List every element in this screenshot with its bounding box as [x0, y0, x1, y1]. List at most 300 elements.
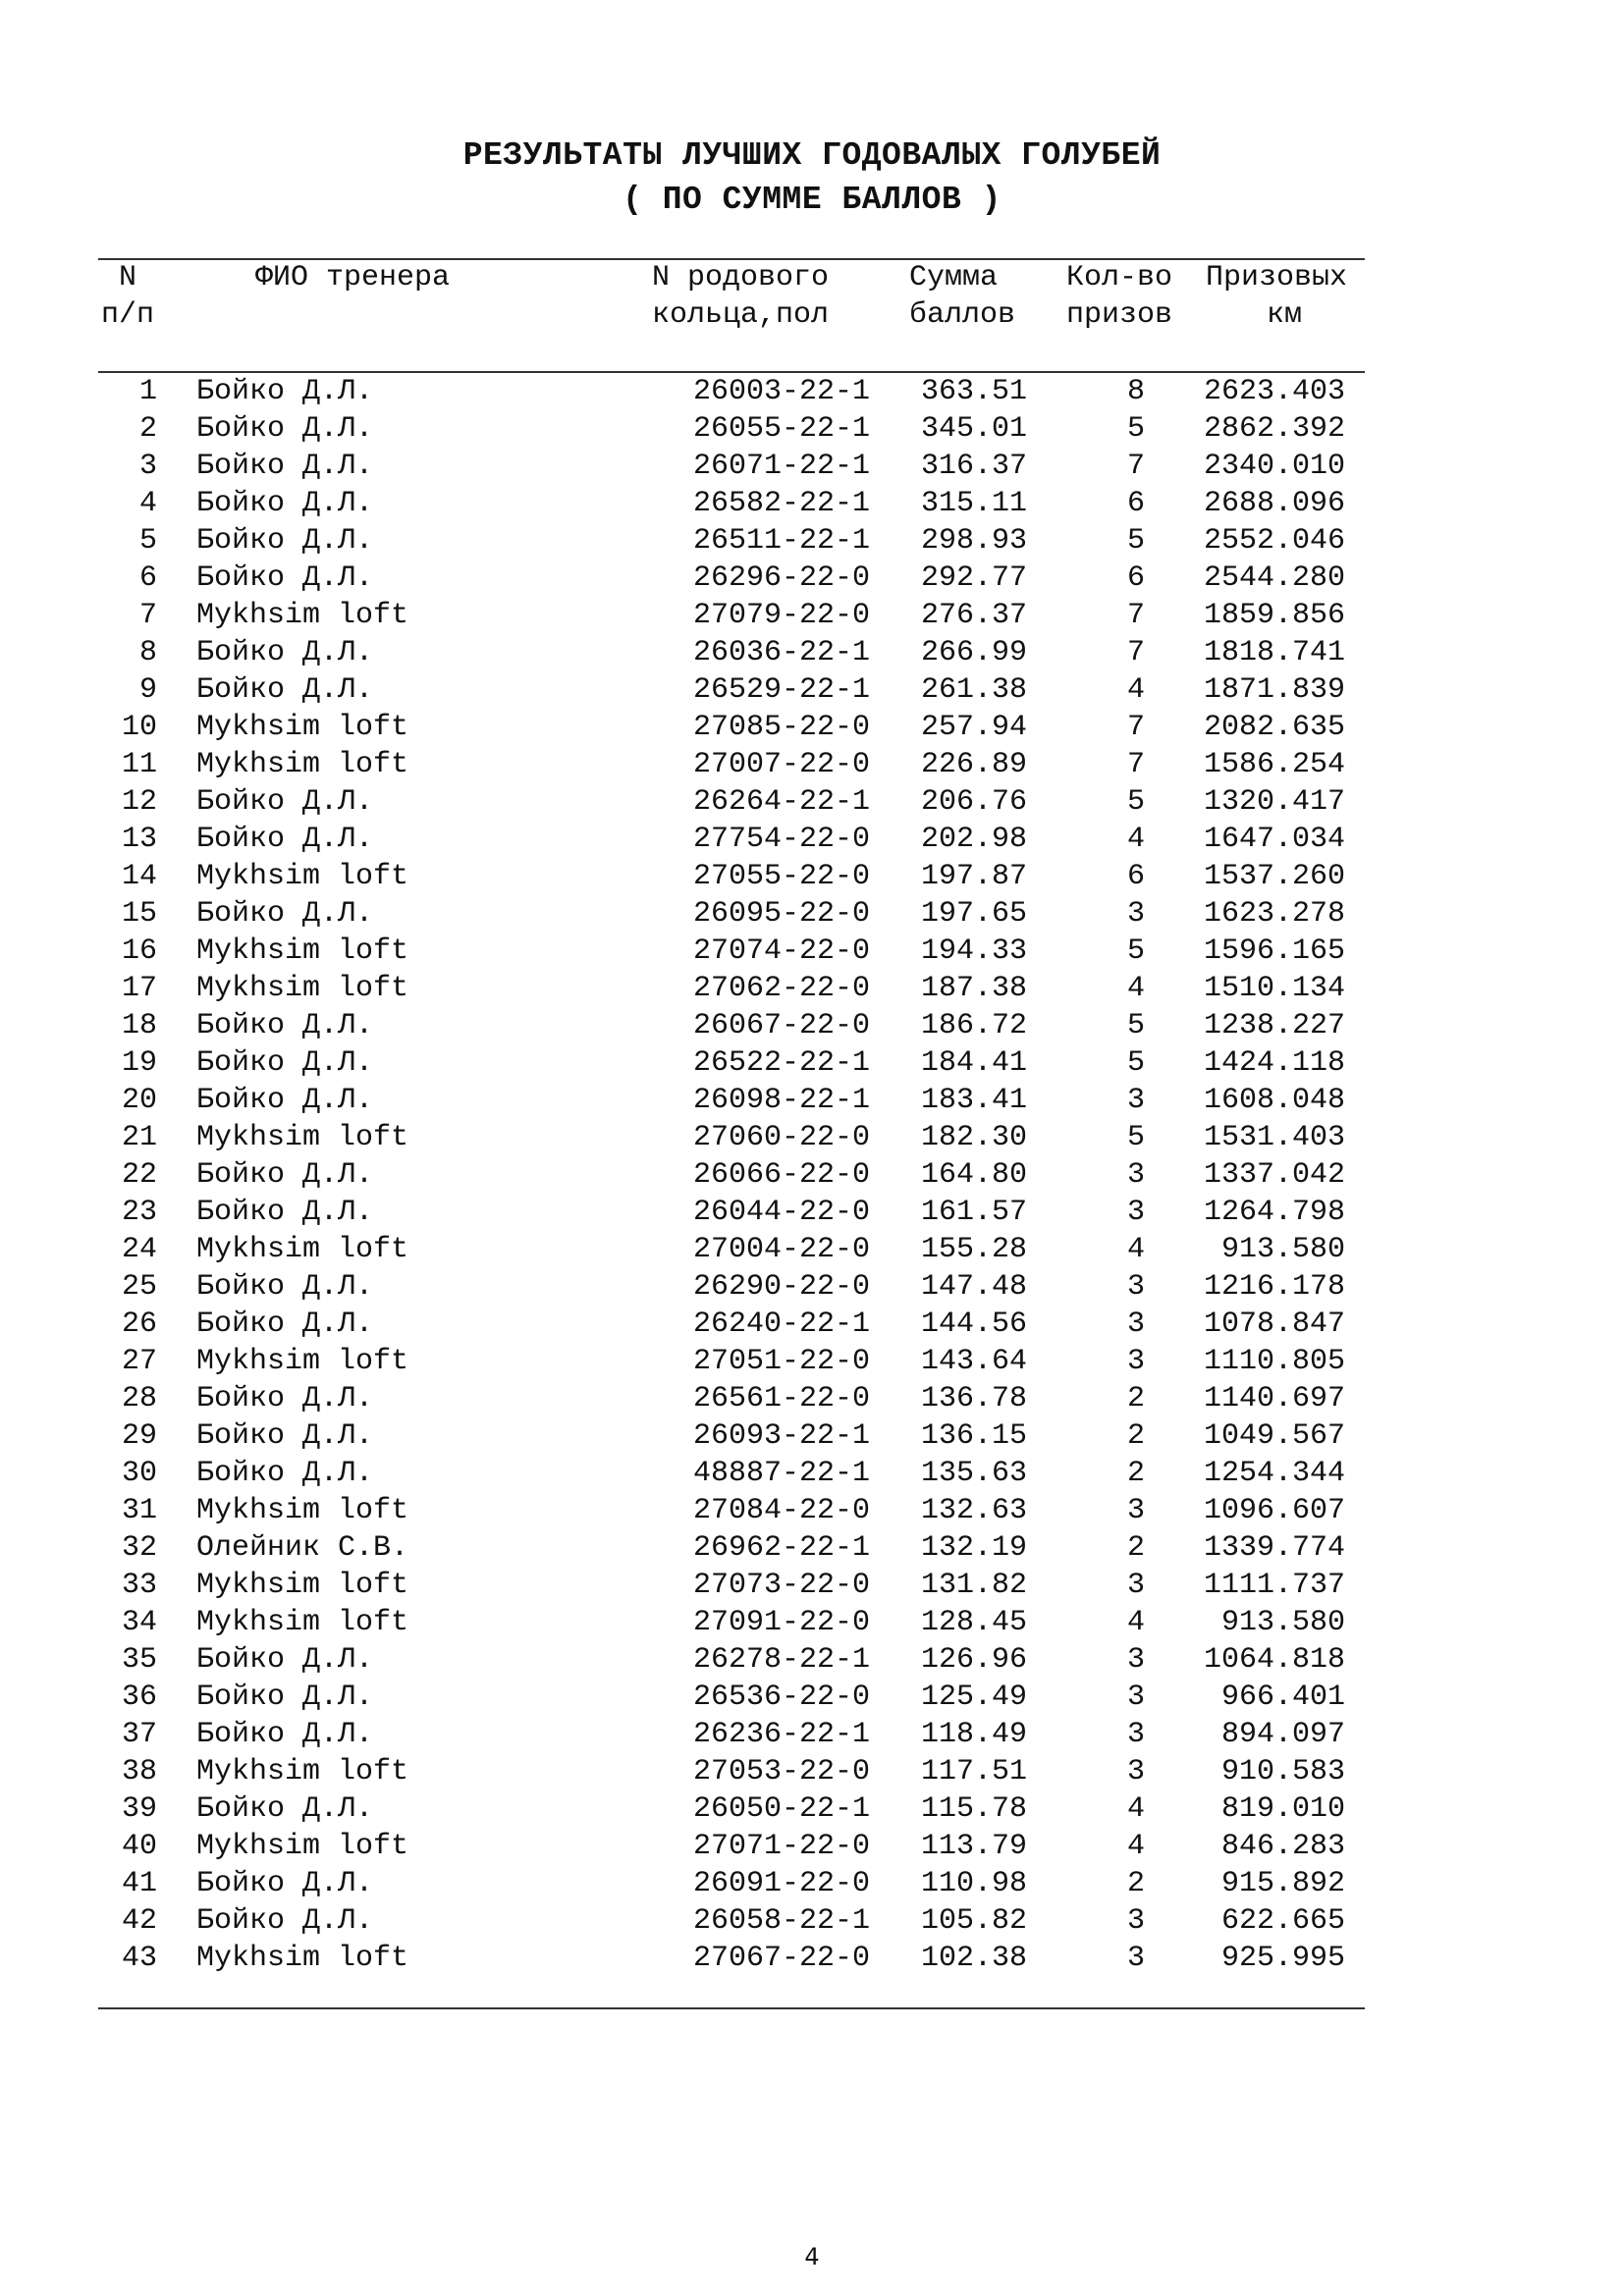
trainer-name: Бойко Д.Л.: [196, 561, 374, 595]
trainer-name: Бойко Д.Л.: [196, 1308, 374, 1341]
trainer-name: Бойко Д.Л.: [196, 412, 374, 446]
prize-count: 3: [1126, 1158, 1145, 1192]
score-sum: 266.99: [920, 636, 1027, 669]
prize-km: 913.580: [1220, 1606, 1345, 1639]
trainer-name: Бойко Д.Л.: [196, 375, 374, 408]
header-sum: Сумма: [909, 261, 999, 294]
table-row: [0, 1380, 1624, 1417]
row-number: 14: [121, 860, 157, 893]
table-row: [0, 1417, 1624, 1455]
score-sum: 132.19: [920, 1531, 1027, 1565]
trainer-name: Mykhsim loft: [196, 934, 409, 968]
ring-number: 27004-22-0: [692, 1233, 870, 1266]
trainer-name: Mykhsim loft: [196, 1121, 409, 1154]
trainer-name: Бойко Д.Л.: [196, 524, 374, 558]
trainer-name: Бойко Д.Л.: [196, 1457, 374, 1490]
ring-number: 26511-22-1: [692, 524, 870, 558]
page-number: 4: [804, 2243, 820, 2270]
ring-number: 26093-22-1: [692, 1419, 870, 1453]
table-row: [0, 671, 1624, 709]
table-row: [0, 1082, 1624, 1119]
prize-count: 2: [1126, 1457, 1145, 1490]
score-sum: 117.51: [920, 1755, 1027, 1789]
prize-count: 4: [1126, 1792, 1145, 1826]
row-number: 23: [121, 1196, 157, 1229]
trainer-name: Бойко Д.Л.: [196, 1382, 374, 1415]
header-ring: N родового: [652, 261, 830, 294]
prize-km: 1264.798: [1203, 1196, 1345, 1229]
ring-number: 26003-22-1: [692, 375, 870, 408]
ring-number: 26067-22-0: [692, 1009, 870, 1042]
trainer-name: Бойко Д.Л.: [196, 1904, 374, 1938]
prize-count: 2: [1126, 1419, 1145, 1453]
ring-number: 27073-22-0: [692, 1569, 870, 1602]
prize-km: 2082.635: [1203, 711, 1345, 744]
row-number: 29: [121, 1419, 157, 1453]
score-sum: 197.87: [920, 860, 1027, 893]
score-sum: 125.49: [920, 1681, 1027, 1714]
ring-number: 26962-22-1: [692, 1531, 870, 1565]
row-number: 31: [121, 1494, 157, 1527]
row-number: 27: [121, 1345, 157, 1378]
score-sum: 131.82: [920, 1569, 1027, 1602]
table-row: [0, 1753, 1624, 1790]
prize-km: 2544.280: [1203, 561, 1345, 595]
table-row: [0, 1790, 1624, 1828]
prize-count: 3: [1126, 1270, 1145, 1304]
prize-km: 1110.805: [1203, 1345, 1345, 1378]
trainer-name: Бойко Д.Л.: [196, 636, 374, 669]
trainer-name: Бойко Д.Л.: [196, 1792, 374, 1826]
row-number: 32: [121, 1531, 157, 1565]
score-sum: 183.41: [920, 1084, 1027, 1117]
score-sum: 182.30: [920, 1121, 1027, 1154]
prize-km: 1871.839: [1203, 673, 1345, 707]
prize-count: 2: [1126, 1382, 1145, 1415]
ring-number: 26095-22-0: [692, 897, 870, 931]
trainer-name: Бойко Д.Л.: [196, 1196, 374, 1229]
prize-count: 4: [1126, 1606, 1145, 1639]
table-row: [0, 746, 1624, 783]
ring-number: 26522-22-1: [692, 1046, 870, 1080]
ring-number: 27091-22-0: [692, 1606, 870, 1639]
ring-number: 26296-22-0: [692, 561, 870, 595]
prize-km: 1596.165: [1203, 934, 1345, 968]
score-sum: 161.57: [920, 1196, 1027, 1229]
trainer-name: Бойко Д.Л.: [196, 1643, 374, 1677]
row-number: 26: [121, 1308, 157, 1341]
score-sum: 135.63: [920, 1457, 1027, 1490]
table-row: [0, 970, 1624, 1007]
prize-km: 2552.046: [1203, 524, 1345, 558]
table-row: [0, 933, 1624, 970]
prize-count: 5: [1126, 1121, 1145, 1154]
ring-number: 26582-22-1: [692, 487, 870, 520]
prize-count: 4: [1126, 673, 1145, 707]
score-sum: 105.82: [920, 1904, 1027, 1938]
ring-number: 26536-22-0: [692, 1681, 870, 1714]
score-sum: 147.48: [920, 1270, 1027, 1304]
score-sum: 363.51: [920, 375, 1027, 408]
header-ring-sub: кольца,пол: [652, 298, 830, 332]
table-row: [0, 783, 1624, 821]
trainer-name: Mykhsim loft: [196, 1606, 409, 1639]
trainer-name: Бойко Д.Л.: [196, 1084, 374, 1117]
table-row: [0, 1902, 1624, 1940]
prize-km: 1586.254: [1203, 748, 1345, 781]
prize-km: 1049.567: [1203, 1419, 1345, 1453]
prize-count: 7: [1126, 636, 1145, 669]
ring-number: 26091-22-0: [692, 1867, 870, 1900]
row-number: 18: [121, 1009, 157, 1042]
trainer-name: Бойко Д.Л.: [196, 1681, 374, 1714]
score-sum: 113.79: [920, 1830, 1027, 1863]
row-number: 37: [121, 1718, 157, 1751]
prize-count: 5: [1126, 524, 1145, 558]
prize-km: 1537.260: [1203, 860, 1345, 893]
header-prizes: Кол-во: [1066, 261, 1173, 294]
prize-km: 966.401: [1220, 1681, 1345, 1714]
page-subtitle: ( ПО СУММЕ БАЛЛОВ ): [623, 182, 1001, 218]
score-sum: 276.37: [920, 599, 1027, 632]
score-sum: 128.45: [920, 1606, 1027, 1639]
ring-number: 26071-22-1: [692, 450, 870, 483]
trainer-name: Mykhsim loft: [196, 1345, 409, 1378]
table-row: [0, 1567, 1624, 1604]
prize-count: 4: [1126, 972, 1145, 1005]
ring-number: 26240-22-1: [692, 1308, 870, 1341]
score-sum: 164.80: [920, 1158, 1027, 1192]
trainer-name: Олейник С.В.: [196, 1531, 409, 1565]
score-sum: 292.77: [920, 561, 1027, 595]
trainer-name: Бойко Д.Л.: [196, 823, 374, 856]
ring-number: 26236-22-1: [692, 1718, 870, 1751]
score-sum: 136.78: [920, 1382, 1027, 1415]
row-number: 20: [121, 1084, 157, 1117]
trainer-name: Бойко Д.Л.: [196, 1718, 374, 1751]
prize-km: 913.580: [1220, 1233, 1345, 1266]
ring-number: 27062-22-0: [692, 972, 870, 1005]
row-number: 13: [121, 823, 157, 856]
ring-number: 27007-22-0: [692, 748, 870, 781]
prize-km: 1339.774: [1203, 1531, 1345, 1565]
score-sum: 155.28: [920, 1233, 1027, 1266]
ring-number: 27085-22-0: [692, 711, 870, 744]
prize-count: 5: [1126, 412, 1145, 446]
trainer-name: Mykhsim loft: [196, 1942, 409, 1975]
table-row: [0, 1492, 1624, 1529]
trainer-name: Mykhsim loft: [196, 1233, 409, 1266]
score-sum: 118.49: [920, 1718, 1027, 1751]
trainer-name: Mykhsim loft: [196, 972, 409, 1005]
ring-number: 26290-22-0: [692, 1270, 870, 1304]
prize-km: 1216.178: [1203, 1270, 1345, 1304]
row-number: 19: [121, 1046, 157, 1080]
table-row: [0, 1529, 1624, 1567]
table-row: [0, 522, 1624, 560]
prize-count: 5: [1126, 785, 1145, 819]
table-row: [0, 597, 1624, 634]
table-row: [0, 373, 1624, 410]
score-sum: 126.96: [920, 1643, 1027, 1677]
prize-count: 3: [1126, 1681, 1145, 1714]
score-sum: 226.89: [920, 748, 1027, 781]
prize-count: 2: [1126, 1531, 1145, 1565]
row-number: 10: [121, 711, 157, 744]
prize-km: 1064.818: [1203, 1643, 1345, 1677]
row-number: 35: [121, 1643, 157, 1677]
prize-count: 6: [1126, 561, 1145, 595]
ring-number: 27071-22-0: [692, 1830, 870, 1863]
table-row: [0, 1641, 1624, 1679]
prize-count: 3: [1126, 1084, 1145, 1117]
score-sum: 144.56: [920, 1308, 1027, 1341]
ring-number: 26278-22-1: [692, 1643, 870, 1677]
table-row: [0, 560, 1624, 597]
prize-km: 925.995: [1220, 1942, 1345, 1975]
page-title: РЕЗУЛЬТАТЫ ЛУЧШИХ ГОДОВАЛЫХ ГОЛУБЕЙ: [462, 137, 1162, 174]
trainer-name: Mykhsim loft: [196, 1494, 409, 1527]
trainer-name: Mykhsim loft: [196, 1569, 409, 1602]
prize-count: 3: [1126, 1308, 1145, 1341]
table-row: [0, 1268, 1624, 1306]
table-row: [0, 1679, 1624, 1716]
trainer-name: Бойко Д.Л.: [196, 785, 374, 819]
prize-count: 5: [1126, 934, 1145, 968]
score-sum: 345.01: [920, 412, 1027, 446]
prize-count: 3: [1126, 1643, 1145, 1677]
row-number: 6: [138, 561, 157, 595]
prize-km: 1140.697: [1203, 1382, 1345, 1415]
prize-km: 622.665: [1220, 1904, 1345, 1938]
trainer-name: Бойко Д.Л.: [196, 1270, 374, 1304]
prize-km: 1111.737: [1203, 1569, 1345, 1602]
trainer-name: Бойко Д.Л.: [196, 1867, 374, 1900]
table-bottom-rule: [98, 2007, 1365, 2009]
prize-km: 1623.278: [1203, 897, 1345, 931]
prize-km: 910.583: [1220, 1755, 1345, 1789]
table-row: [0, 709, 1624, 746]
prize-count: 6: [1126, 860, 1145, 893]
score-sum: 261.38: [920, 673, 1027, 707]
score-sum: 202.98: [920, 823, 1027, 856]
ring-number: 26044-22-0: [692, 1196, 870, 1229]
row-number: 36: [121, 1681, 157, 1714]
score-sum: 110.98: [920, 1867, 1027, 1900]
table-row: [0, 1194, 1624, 1231]
prize-km: 1078.847: [1203, 1308, 1345, 1341]
trainer-name: Mykhsim loft: [196, 599, 409, 632]
score-sum: 257.94: [920, 711, 1027, 744]
prize-count: 3: [1126, 1904, 1145, 1938]
row-number: 38: [121, 1755, 157, 1789]
score-sum: 184.41: [920, 1046, 1027, 1080]
prize-count: 3: [1126, 1494, 1145, 1527]
prize-count: 3: [1126, 1755, 1145, 1789]
prize-count: 3: [1126, 897, 1145, 931]
trainer-name: Бойко Д.Л.: [196, 450, 374, 483]
header-num-sub: п/п: [100, 298, 154, 332]
trainer-name: Mykhsim loft: [196, 860, 409, 893]
trainer-name: Mykhsim loft: [196, 748, 409, 781]
table-row: [0, 634, 1624, 671]
ring-number: 26055-22-1: [692, 412, 870, 446]
prize-km: 1510.134: [1203, 972, 1345, 1005]
ring-number: 26036-22-1: [692, 636, 870, 669]
prize-count: 4: [1126, 1830, 1145, 1863]
score-sum: 143.64: [920, 1345, 1027, 1378]
row-number: 12: [121, 785, 157, 819]
table-row: [0, 1940, 1624, 1977]
ring-number: 27051-22-0: [692, 1345, 870, 1378]
results-table-body: [0, 373, 1624, 1977]
header-num: N: [118, 261, 136, 294]
row-number: 7: [138, 599, 157, 632]
row-number: 16: [121, 934, 157, 968]
row-number: 21: [121, 1121, 157, 1154]
score-sum: 132.63: [920, 1494, 1027, 1527]
table-row: [0, 1716, 1624, 1753]
table-row: [0, 1007, 1624, 1044]
prize-count: 2: [1126, 1867, 1145, 1900]
table-row: [0, 1455, 1624, 1492]
ring-number: 27060-22-0: [692, 1121, 870, 1154]
row-number: 11: [121, 748, 157, 781]
header-prizes-sub: призов: [1066, 298, 1173, 332]
prize-count: 7: [1126, 711, 1145, 744]
table-row: [0, 1231, 1624, 1268]
ring-number: 26050-22-1: [692, 1792, 870, 1826]
prize-km: 1424.118: [1203, 1046, 1345, 1080]
row-number: 34: [121, 1606, 157, 1639]
table-row: [0, 410, 1624, 448]
trainer-name: Mykhsim loft: [196, 1755, 409, 1789]
ring-number: 27084-22-0: [692, 1494, 870, 1527]
table-row: [0, 485, 1624, 522]
table-row: [0, 1604, 1624, 1641]
table-row: [0, 1828, 1624, 1865]
prize-km: 2688.096: [1203, 487, 1345, 520]
prize-count: 4: [1126, 1233, 1145, 1266]
table-row: [0, 821, 1624, 858]
prize-km: 1859.856: [1203, 599, 1345, 632]
table-row: [0, 1306, 1624, 1343]
ring-number: 26264-22-1: [692, 785, 870, 819]
prize-count: 3: [1126, 1345, 1145, 1378]
prize-count: 8: [1126, 375, 1145, 408]
prize-km: 1608.048: [1203, 1084, 1345, 1117]
table-row: [0, 1119, 1624, 1156]
ring-number: 27067-22-0: [692, 1942, 870, 1975]
prize-km: 1238.227: [1203, 1009, 1345, 1042]
ring-number: 26058-22-1: [692, 1904, 870, 1938]
ring-number: 27074-22-0: [692, 934, 870, 968]
row-number: 43: [121, 1942, 157, 1975]
prize-count: 7: [1126, 599, 1145, 632]
row-number: 30: [121, 1457, 157, 1490]
prize-count: 6: [1126, 487, 1145, 520]
trainer-name: Бойко Д.Л.: [196, 1009, 374, 1042]
score-sum: 115.78: [920, 1792, 1027, 1826]
score-sum: 187.38: [920, 972, 1027, 1005]
row-number: 15: [121, 897, 157, 931]
header-km: Призовых: [1206, 261, 1348, 294]
row-number: 39: [121, 1792, 157, 1826]
score-sum: 194.33: [920, 934, 1027, 968]
row-number: 28: [121, 1382, 157, 1415]
row-number: 8: [138, 636, 157, 669]
ring-number: 27055-22-0: [692, 860, 870, 893]
prize-km: 1096.607: [1203, 1494, 1345, 1527]
prize-count: 5: [1126, 1009, 1145, 1042]
header-km-sub: км: [1267, 298, 1303, 332]
prize-km: 1818.741: [1203, 636, 1345, 669]
trainer-name: Бойко Д.Л.: [196, 487, 374, 520]
table-row: [0, 1044, 1624, 1082]
score-sum: 206.76: [920, 785, 1027, 819]
ring-number: 48887-22-1: [692, 1457, 870, 1490]
prize-km: 1647.034: [1203, 823, 1345, 856]
prize-km: 2862.392: [1203, 412, 1345, 446]
ring-number: 27053-22-0: [692, 1755, 870, 1789]
table-row: [0, 448, 1624, 485]
prize-count: 7: [1126, 748, 1145, 781]
trainer-name: Бойко Д.Л.: [196, 1158, 374, 1192]
table-row: [0, 1343, 1624, 1380]
row-number: 24: [121, 1233, 157, 1266]
prize-km: 1320.417: [1203, 785, 1345, 819]
score-sum: 186.72: [920, 1009, 1027, 1042]
ring-number: 26066-22-0: [692, 1158, 870, 1192]
prize-count: 7: [1126, 450, 1145, 483]
header-trainer: ФИО тренера: [255, 261, 451, 294]
prize-km: 846.283: [1220, 1830, 1345, 1863]
ring-number: 27754-22-0: [692, 823, 870, 856]
prize-count: 4: [1126, 823, 1145, 856]
row-number: 9: [138, 673, 157, 707]
prize-km: 1531.403: [1203, 1121, 1345, 1154]
prize-count: 3: [1126, 1569, 1145, 1602]
row-number: 1: [138, 375, 157, 408]
row-number: 42: [121, 1904, 157, 1938]
row-number: 40: [121, 1830, 157, 1863]
prize-count: 5: [1126, 1046, 1145, 1080]
prize-km: 1254.344: [1203, 1457, 1345, 1490]
score-sum: 197.65: [920, 897, 1027, 931]
prize-km: 819.010: [1220, 1792, 1345, 1826]
row-number: 41: [121, 1867, 157, 1900]
score-sum: 136.15: [920, 1419, 1027, 1453]
trainer-name: Mykhsim loft: [196, 1830, 409, 1863]
table-row: [0, 1156, 1624, 1194]
row-number: 33: [121, 1569, 157, 1602]
table-row: [0, 858, 1624, 895]
row-number: 17: [121, 972, 157, 1005]
table-row: [0, 1865, 1624, 1902]
ring-number: 27079-22-0: [692, 599, 870, 632]
prize-count: 3: [1126, 1196, 1145, 1229]
row-number: 4: [138, 487, 157, 520]
score-sum: 298.93: [920, 524, 1027, 558]
prize-count: 3: [1126, 1942, 1145, 1975]
trainer-name: Бойко Д.Л.: [196, 897, 374, 931]
header-sum-sub: баллов: [909, 298, 1016, 332]
ring-number: 26529-22-1: [692, 673, 870, 707]
prize-km: 1337.042: [1203, 1158, 1345, 1192]
trainer-name: Mykhsim loft: [196, 711, 409, 744]
prize-km: 2623.403: [1203, 375, 1345, 408]
trainer-name: Бойко Д.Л.: [196, 1046, 374, 1080]
